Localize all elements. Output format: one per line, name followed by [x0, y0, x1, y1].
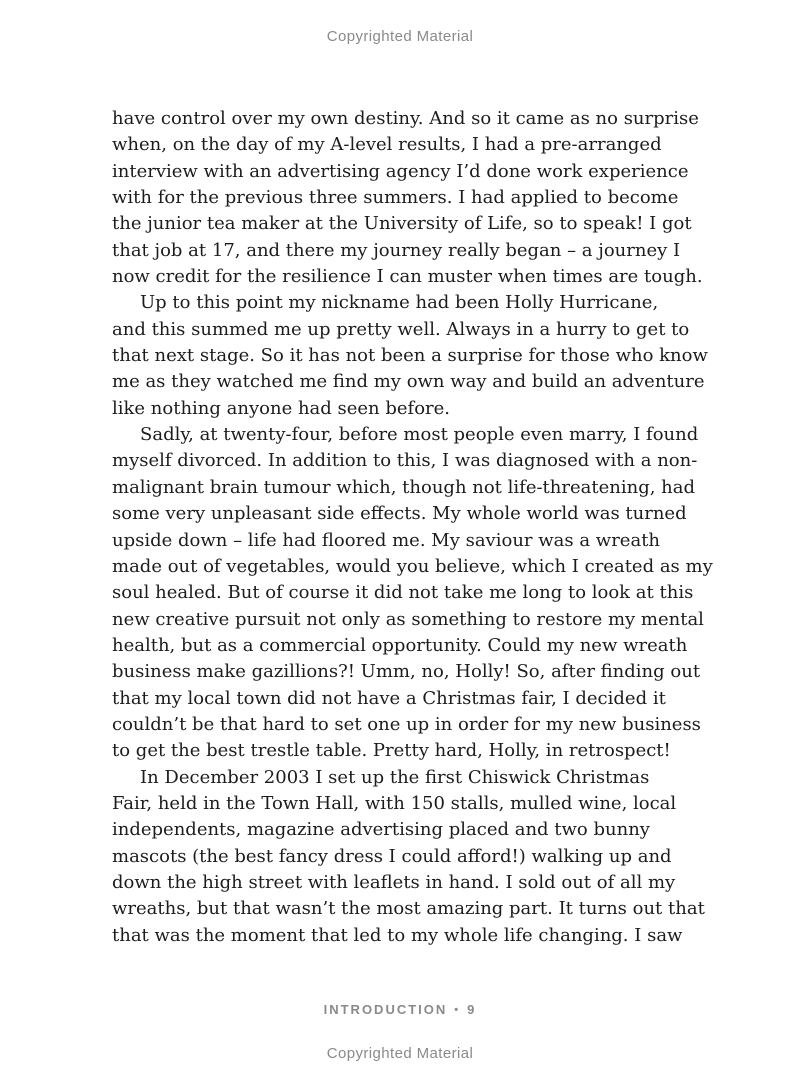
- text-line: Fair, held in the Town Hall, with 150 stalls, mulled wine, local: [112, 792, 677, 814]
- text-line: me as they watched me find my own way and build an adventure: [112, 371, 705, 393]
- text-line: and this summed me up pretty well. Always in a hurry to get to: [112, 318, 690, 340]
- text-line: that job at 17, and there my journey really began – a journey I: [112, 239, 681, 261]
- text-line: soul healed. But of course it did not take me long to look at this: [112, 582, 694, 604]
- footer-section-title: INTRODUCTION: [323, 1002, 448, 1017]
- text-line: upside down – life had floored me. My saviour was a wreath: [112, 529, 661, 551]
- copyright-notice-bottom: Copyrighted Material: [326, 1045, 474, 1062]
- text-line: independents, magazine advertising placed and two bunny: [112, 819, 650, 841]
- text-line: now credit for the resilience I can muster when times are tough.: [112, 266, 703, 288]
- text-line: to get the best trestle table. Pretty hard, Holly, in retrospect!: [112, 740, 671, 762]
- text-line: that was the moment that led to my whole life changing. I saw: [112, 924, 683, 946]
- text-line: when, on the day of my A-level results, I had a pre-arranged: [112, 134, 662, 156]
- text-line: Up to this point my nickname had been Holly Hurricane,: [140, 292, 659, 314]
- footer-page-number: 9: [467, 1002, 477, 1017]
- text-line: interview with an advertising agency I’d done work experience: [112, 160, 689, 182]
- text-line: like nothing anyone had seen before.: [112, 397, 451, 419]
- text-line: the junior tea maker at the University of Life, so to speak! I got: [112, 213, 692, 235]
- text-line: couldn’t be that hard to set one up in order for my new business: [112, 713, 701, 735]
- text-line: that next stage. So it has not been a surprise for those who know: [112, 345, 708, 367]
- text-line: health, but as a commercial opportunity. Could my new wreath: [112, 634, 688, 656]
- text-line: new creative pursuit not only as something to restore my mental: [112, 608, 704, 630]
- text-line: that my local town did not have a Christmas fair, I decided it: [112, 687, 666, 709]
- text-line: myself divorced. In addition to this, I was diagnosed with a non-: [112, 450, 698, 472]
- text-line: business make gazillions?! Umm, no, Holly! So, after finding out: [112, 661, 701, 683]
- text-line: Sadly, at twenty-four, before most people even marry, I found: [140, 424, 699, 446]
- text-line: wreaths, but that wasn’t the most amazing part. It turns out that: [112, 898, 705, 920]
- text-line: with for the previous three summers. I had applied to become: [112, 187, 679, 209]
- text-line: down the high street with leaflets in hand. I sold out of all my: [112, 871, 676, 893]
- body-text: [112, 106, 713, 949]
- text-line: malignant brain tumour which, though not life-threatening, had: [112, 476, 696, 498]
- text-line: have control over my own destiny. And so it came as no surprise: [112, 108, 699, 129]
- text-line: In December 2003 I set up the first Chiswick Christmas: [140, 766, 650, 788]
- text-line: made out of vegetables, would you believe, which I created as my: [112, 555, 713, 577]
- text-line: mascots (the best fancy dress I could afford!) walking up and: [112, 845, 672, 867]
- page-footer: [0, 1002, 800, 1017]
- text-line: some very unpleasant side effects. My whole world was turned: [112, 503, 687, 525]
- copyright-notice-top: Copyrighted Material: [326, 28, 474, 45]
- footer-separator-dot: •: [454, 1004, 461, 1016]
